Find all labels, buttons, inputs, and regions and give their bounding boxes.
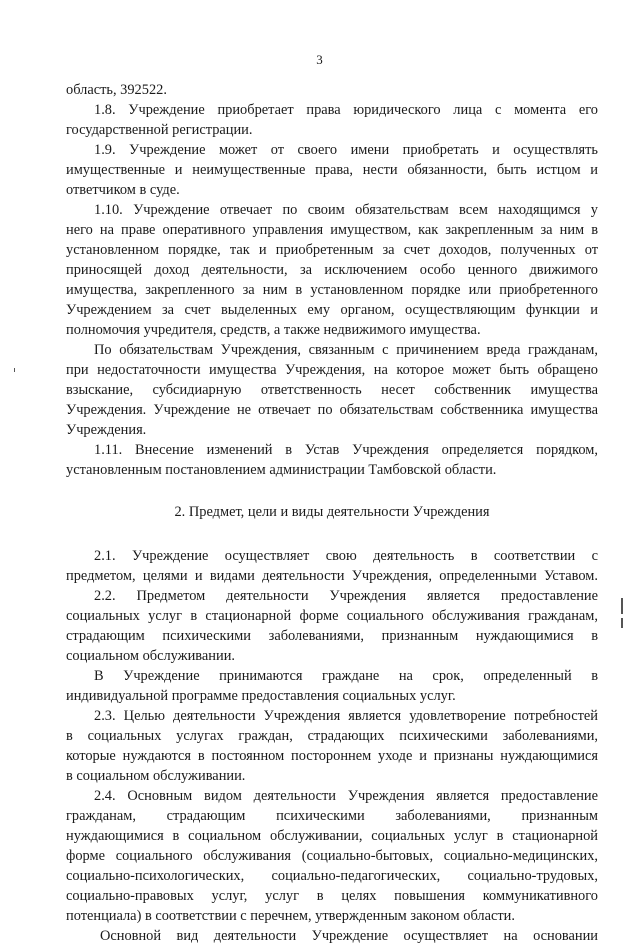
- text-line: имущественные и неимущественные права, нести обязанности, быть истцом и: [66, 162, 598, 178]
- text-line: форме социального обслуживания (социально-бытовых, социально-медицинских,: [66, 848, 598, 864]
- text-line: ответчиком в суде.: [66, 182, 180, 198]
- page-number: 3: [316, 52, 323, 67]
- text-line: социально-правовых услуг, услуг в целях повышения коммуникативного: [66, 888, 598, 904]
- text-line: 1.10. Учреждение отвечает по своим обязательствам всем находящимся у: [94, 202, 598, 218]
- text-line: предметом, целями и видами деятельности Учреждения, определенными Уставом.: [66, 568, 598, 584]
- text-line: имущества, закрепленного за ним в установленном порядке или приобретенного: [66, 282, 598, 298]
- text-line: полномочия учредителя, средств, а также недвижимого имущества.: [66, 322, 481, 338]
- text-line: 1.8. Учреждение приобретает права юридического лица с момента его: [94, 102, 598, 118]
- text-line: взыскание, субсидиарную ответственность несет собственник имущества: [66, 382, 598, 398]
- section-heading: 2. Предмет, цели и виды деятельности Учреждения: [174, 504, 490, 520]
- text-line: установленном порядке, так и приобретенным за счет доходов, полученных от: [66, 242, 598, 258]
- text-line: 2.1. Учреждение осуществляет свою деятельность в соответствии с: [94, 548, 598, 564]
- text-line: в социальном обслуживании.: [66, 768, 246, 784]
- text-line: Учреждения.: [66, 422, 147, 438]
- text-line: Учреждением за счет выделенных ему органом, осуществляющим функции и: [66, 302, 598, 318]
- text-line: которые нуждаются в постоянном постороннем уходе и признаны нуждающимися: [66, 748, 598, 764]
- body-text: [66, 80, 598, 946]
- text-line: приносящей доход деятельности, за исключением особо ценного движимого: [66, 262, 598, 278]
- text-line: По обязательствам Учреждения, связанным с причинением вреда гражданам,: [94, 342, 598, 358]
- scan-mark: [621, 618, 623, 628]
- text-line: 1.9. Учреждение может от своего имени приобретать и осуществлять: [94, 142, 598, 158]
- text-line: Основной вид деятельности Учреждение осуществляет на основании: [100, 928, 598, 944]
- text-line: 2.4. Основным видом деятельности Учреждения является предоставление: [94, 788, 598, 804]
- text-line: установленным постановлением администрации Тамбовской области.: [66, 462, 497, 478]
- text-line: потенциала) в соответствии с перечнем, утвержденным законом области.: [66, 908, 515, 924]
- text-line: Учреждения. Учреждение не отвечает по обязательствам собственника имущества: [66, 402, 598, 418]
- text-line: социально-психологических, социально-педагогических, социально-трудовых,: [66, 868, 598, 884]
- text-line: социальных услуг в стационарной форме социального обслуживания гражданам,: [66, 608, 598, 624]
- text-line: 1.11. Внесение изменений в Устав Учреждения определяется порядком,: [94, 442, 598, 458]
- text-line: область, 392522.: [66, 82, 167, 98]
- text-line: государственной регистрации.: [66, 122, 253, 138]
- text-line: В Учреждение принимаются граждане на срок, определенный в: [94, 668, 598, 684]
- scan-mark: [14, 368, 15, 372]
- text-line: 2.2. Предметом деятельности Учреждения является предоставление: [94, 588, 598, 604]
- text-line: при недостаточности имущества Учреждения, на которое может быть обращено: [66, 362, 598, 378]
- text-line: социальном обслуживании.: [66, 648, 235, 664]
- text-line: индивидуальной программе предоставления социальных услуг.: [66, 688, 456, 704]
- text-line: него на праве оперативного управления имуществом, как закрепленным за ним в: [66, 222, 598, 238]
- text-line: 2.3. Целью деятельности Учреждения является удовлетворение потребностей: [94, 708, 598, 724]
- text-line: нуждающимися в социальном обслуживании, социальных услуг в стационарной: [66, 828, 598, 844]
- scan-mark: [621, 598, 623, 614]
- text-line: гражданам, страдающим психическими заболеваниями, признанным: [66, 808, 598, 824]
- text-line: в социальных услугах граждан, страдающих психическими заболеваниями,: [66, 728, 598, 744]
- text-line: страдающим психическими заболеваниями, признанным нуждающимися в: [66, 628, 598, 644]
